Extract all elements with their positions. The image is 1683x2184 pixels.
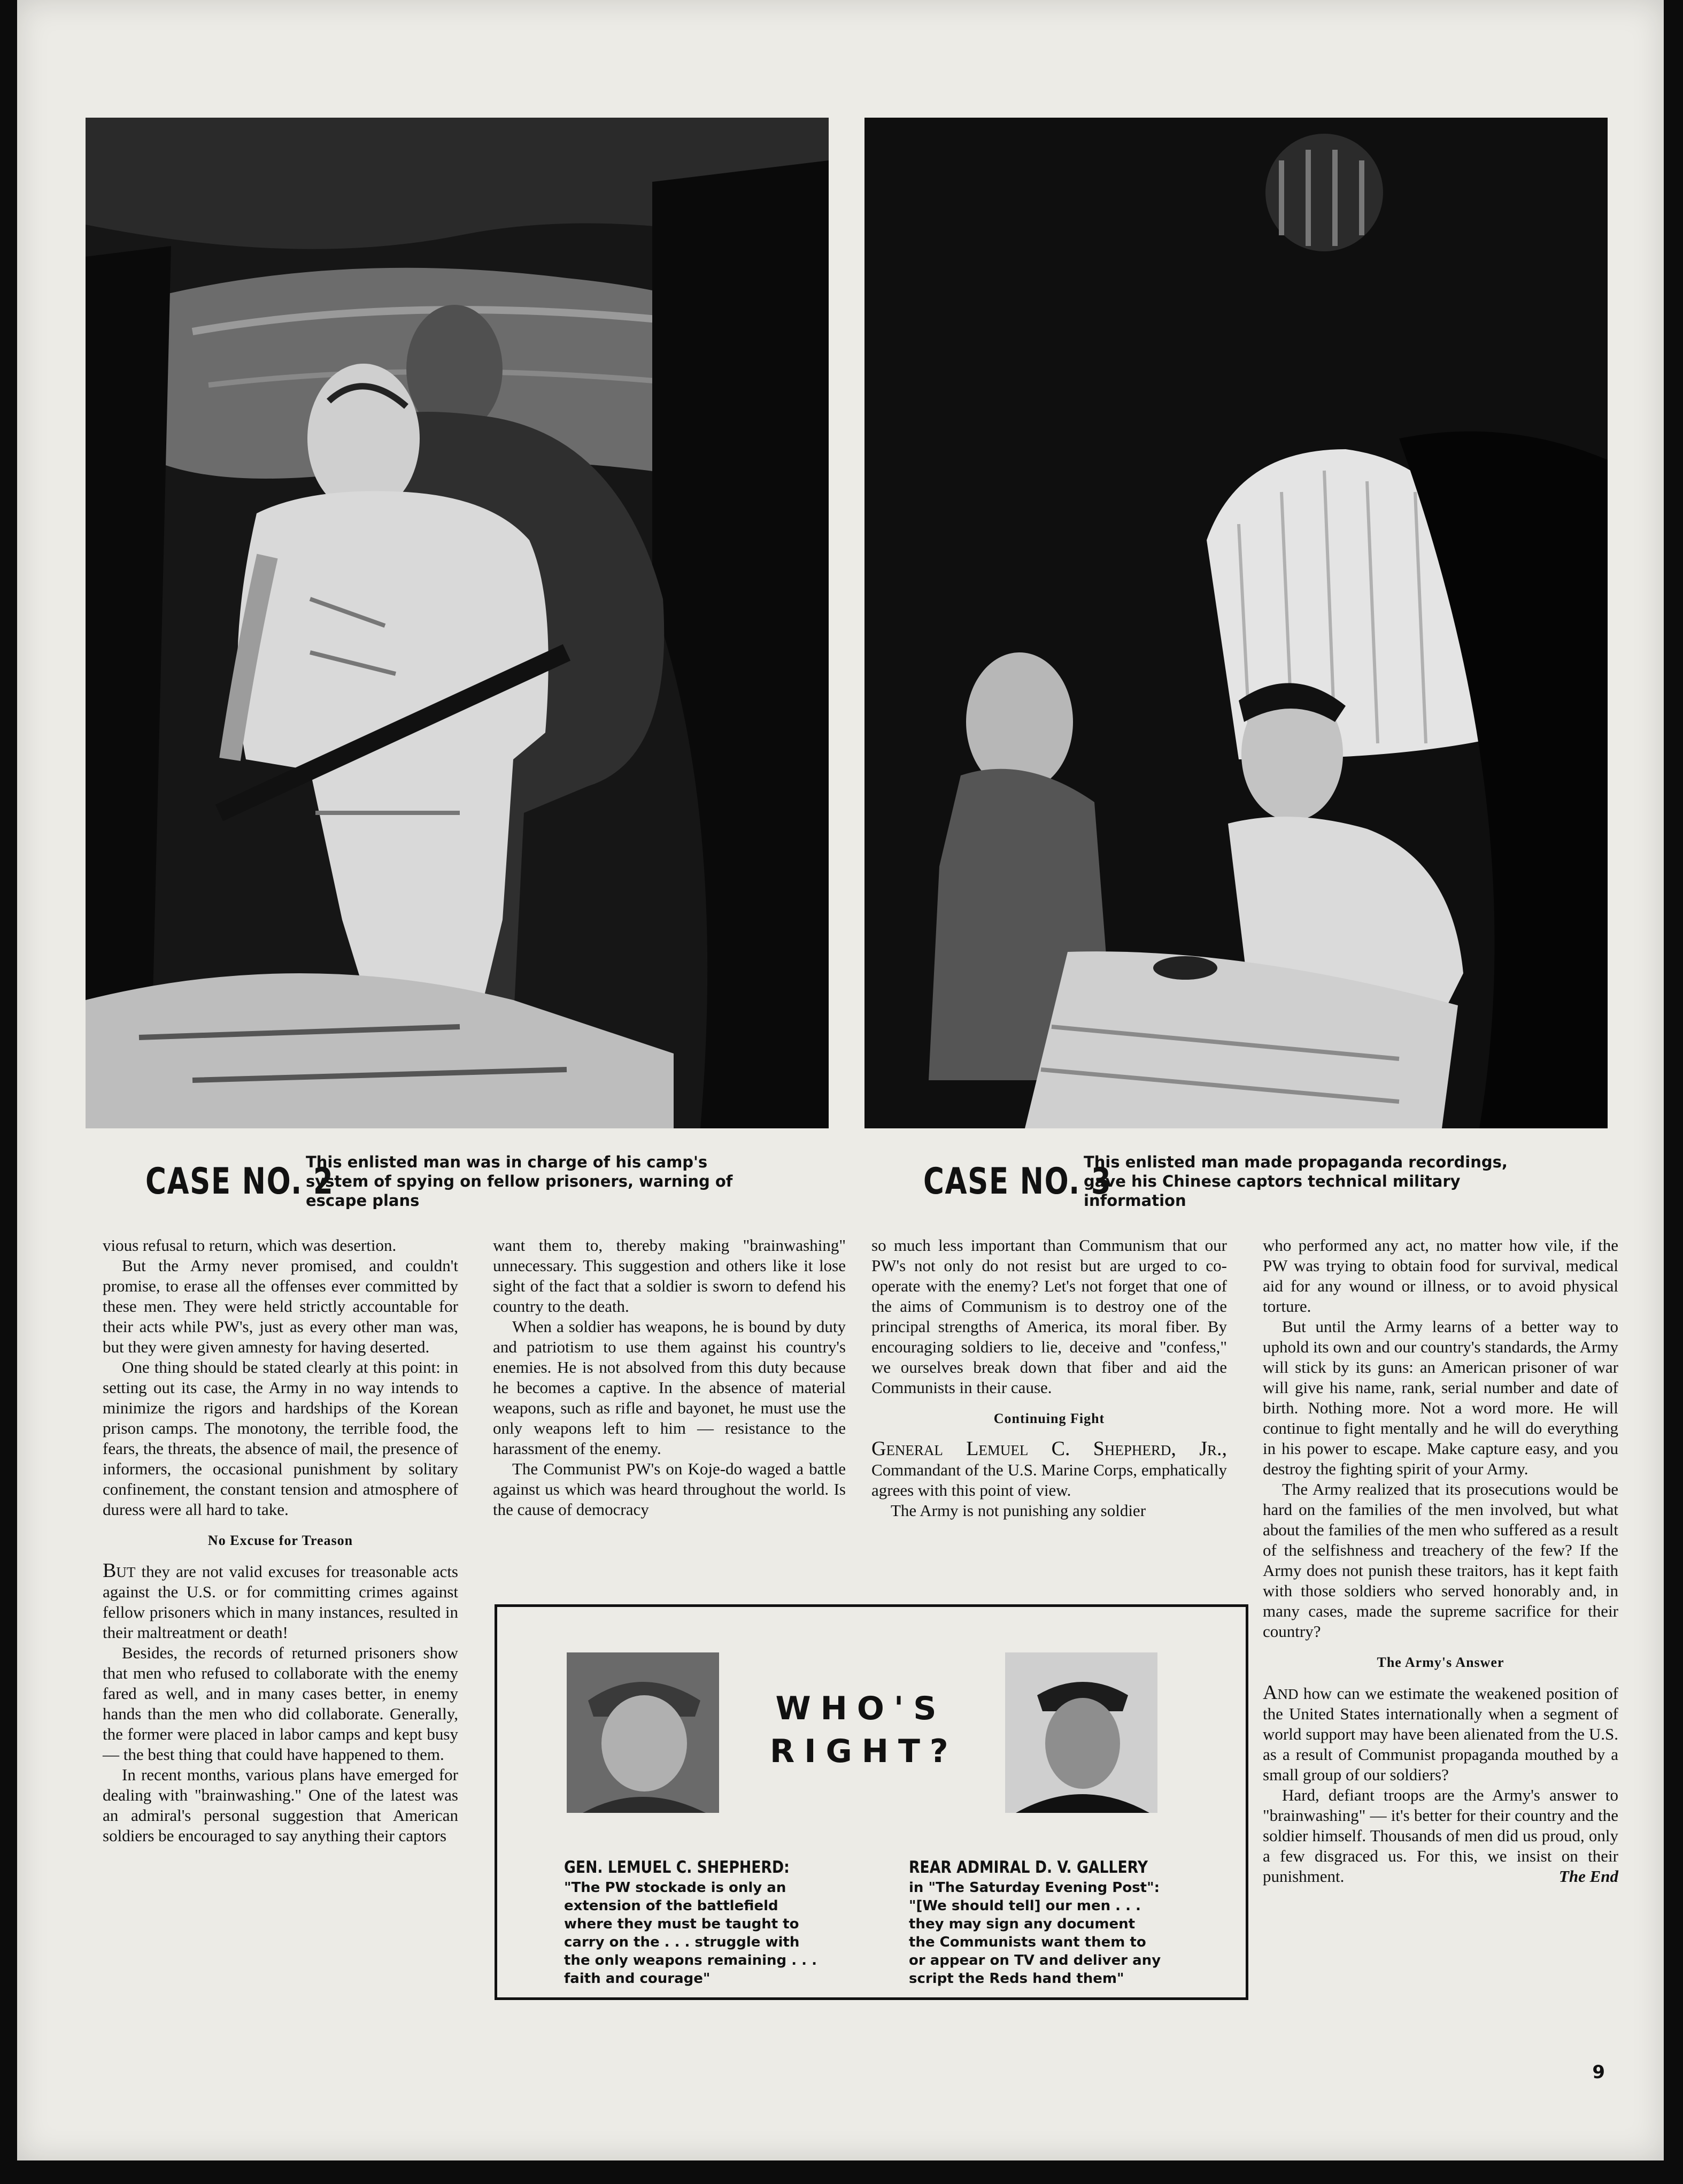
paragraph: want them to, thereby making "brainwashing" unnecessary. This suggestion and others like it lose sight of the fact that a soldier is sworn to defend his country to the death.: [493, 1236, 846, 1316]
quote-text: "The PW stockade is only an extension of the battlefield where they must be taught to carry on the . . . struggle with the only weapons remaining . . . faith and courage": [564, 1880, 817, 1987]
title-line: WHO'S: [775, 1690, 946, 1727]
title-line: RIGHT?: [770, 1733, 958, 1770]
quote-source: in "The Saturday Evening Post":: [909, 1880, 1160, 1896]
paragraph: vious refusal to return, which was desertion.: [103, 1236, 397, 1255]
case-3-caption: [923, 1152, 1543, 1210]
paragraph-text: how can we estimate the weakened position of the United States internationally when a segment of world support may have been alienated from the U.S. as a result of Communist propaganda mouthed by a small group of our soldiers?: [1263, 1684, 1618, 1784]
whos-right-title: [770, 1687, 958, 1773]
quote-author: GEN. LEMUEL C. SHEPHERD:: [564, 1858, 790, 1877]
shepherd-photo: [567, 1652, 719, 1813]
lead-in: And: [1263, 1681, 1299, 1704]
the-end: The End: [1558, 1867, 1618, 1886]
paragraph: [1263, 1682, 1618, 1785]
page-number: 9: [1592, 2062, 1605, 2083]
magazine-page: [17, 0, 1664, 2160]
section-heading: Continuing Fight: [993, 1411, 1105, 1426]
lead-in: General Lemuel C. Shepherd, Jr.,: [871, 1437, 1227, 1460]
paragraph: One thing should be stated clearly at this point: in setting out its case, the Army in no way intends to minimize the rigors and hardships of the Korean prison camps. The monotony, the terrible food, the fears, the threats, the absence of mail, the presence of informers, the occasional punishment by solitary confinement, the constant tension and atmosphere of duress were all hard to take.: [103, 1358, 458, 1519]
paragraph: who performed any act, no matter how vile, if the PW was trying to obtain food for survival, medical aid for any wound or illness, or to avoid physical torture.: [1263, 1236, 1618, 1316]
shepherd-quote: [564, 1858, 821, 1988]
article-column-4: [1263, 1235, 1618, 1887]
whos-right-sidebar: [495, 1604, 1248, 2000]
paragraph: Besides, the records of returned prisoners show that men who refused to collaborate with the enemy fared as well, and in many cases better, in enemy hands than the men who did collaborate. Generally, the former were placed in labor camps and kept busy — the best thing that could have happened to them.: [103, 1643, 458, 1764]
case-3-description: This enlisted man made propaganda recordings, gave his Chinese captors technical military information: [1084, 1153, 1508, 1210]
gallery-photo: [1005, 1652, 1157, 1813]
paragraph-text: Hard, defiant troops are the Army's answer to "brainwashing" — it's better for their country and the soldier himself. Thousands of men did us proud, only a few disgraced us. For this, we insist on their punishment.: [1263, 1786, 1618, 1886]
paragraph: [871, 1439, 1227, 1501]
article-column-2: [493, 1235, 846, 1520]
paragraph: [1263, 1785, 1618, 1887]
paragraph: The Communist PW's on Koje-do waged a battle against us which was heard throughout the world. Is the cause of democracy: [493, 1459, 846, 1519]
case-2-label: CASE NO. 2: [145, 1160, 334, 1203]
paragraph-text: Commandant of the U.S. Marine Corps, emphatically agrees with this point of view.: [871, 1460, 1227, 1499]
quote-text: "[We should tell] our men . . . they may sign any document the Communists want them to or appear on TV and deliver any script the Reds hand them": [909, 1898, 1161, 1987]
paragraph: In recent months, various plans have emerged for dealing with "brainwashing." One of the latest was an admiral's personal suggestion that American soldiers be encouraged to say anything their captors: [103, 1765, 458, 1845]
article-column-3: [871, 1235, 1227, 1521]
section-heading: No Excuse for Treason: [207, 1533, 353, 1548]
case-2-description: This enlisted man was in charge of his camp's system of spying on fellow prisoners, warning of escape plans: [306, 1153, 733, 1210]
gallery-quote: [909, 1858, 1165, 1988]
case-2-illustration: [86, 118, 829, 1128]
paragraph-text: they are not valid excuses for treasonable acts against the U.S. or for committing crimes against fellow prisoners which in many instances, resulted in their maltreatment or death!: [103, 1562, 458, 1642]
article-column-1: [103, 1235, 458, 1846]
case-3-illustration: [864, 118, 1608, 1128]
paragraph: When a soldier has weapons, he is bound by duty and patriotism to use them against his country's enemies. He is not absolved from this duty because he becomes a captive. In the absence of material weapons, such as rifle and bayonet, he must use the only weapons left to him — resistance to the harassment of the enemy.: [493, 1317, 846, 1458]
paragraph: But the Army never promised, and couldn't promise, to erase all the offenses ever committed by these men. They were held strictly accountable for their acts while PW's, just as every other man was, but they were given amnesty for having deserted.: [103, 1256, 458, 1356]
case-2-caption: [145, 1152, 766, 1210]
lead-in: But: [103, 1559, 136, 1582]
paragraph: The Army realized that its prosecutions would be hard on the families of the men involved, but what about the families of the men who suffered as a result of the selfishness and treachery of the few? If the Army does not punish these traitors, has it kept faith with those soldiers who served honorably and, in many cases, made the supreme sacrifice for their country?: [1263, 1480, 1618, 1641]
paragraph: But until the Army learns of a better way to uphold its own and our country's standards, the Army will stick by its guns: an American prisoner of war will give his name, rank, serial number and date of birth. Nothing more. Not a word more. He will continue to fight mentally and he will do everything in his power to escape. Make capture easy, and you destroy the fighting spirit of your Army.: [1263, 1317, 1618, 1478]
case-3-label: CASE NO. 3: [923, 1160, 1112, 1203]
quote-author: REAR ADMIRAL D. V. GALLERY: [909, 1858, 1148, 1877]
paragraph: [103, 1560, 458, 1643]
paragraph: so much less important than Communism that our PW's not only do not resist but are urged to co-operate with the enemy? Let's not forget that one of the aims of Communism is to destroy one of the principal strengths of America, its moral fiber. By encouraging soldiers to lie, deceive and "confess," we ourselves break down that fiber and aid the Communists in their cause.: [871, 1236, 1227, 1397]
paragraph: The Army is not punishing any soldier: [891, 1501, 1146, 1520]
section-heading: The Army's Answer: [1377, 1655, 1504, 1670]
